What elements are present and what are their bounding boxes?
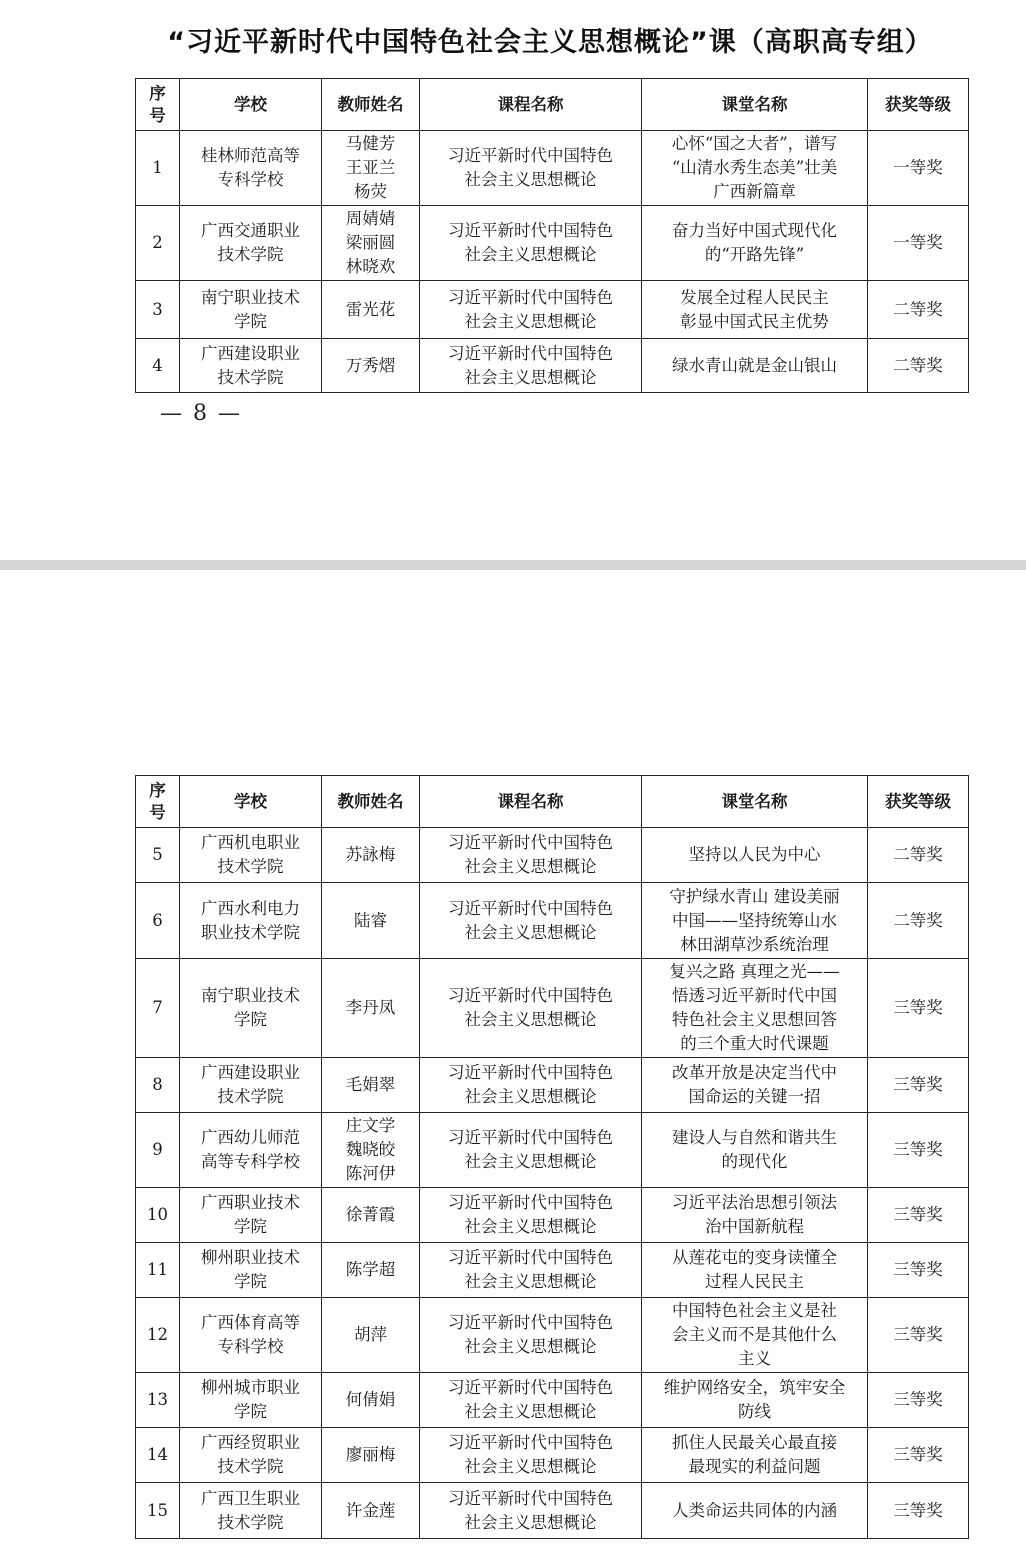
table-row [136,1483,969,1539]
cell-lesson: 奋力当好中国式现代化 的“开路先锋” [642,206,868,281]
table-row [136,131,969,206]
cell-course: 习近平新时代中国特色 社会主义思想概论 [420,1373,642,1428]
header-course: 课程名称 [420,776,642,828]
cell-school: 广西建设职业 技术学院 [180,339,322,393]
cell-lesson: 发展全过程人民民主 彰显中国式民主优势 [642,281,868,339]
cell-teacher: 马健芳 王亚兰 杨荧 [322,131,420,206]
cell-school: 广西经贸职业 技术学院 [180,1428,322,1483]
cell-school: 广西职业技术 学院 [180,1188,322,1243]
cell-seq: 3 [136,281,180,339]
cell-seq: 9 [136,1113,180,1188]
table-row [136,339,969,393]
cell-seq: 5 [136,828,180,883]
table-row [136,1243,969,1298]
cell-seq: 13 [136,1373,180,1428]
cell-course: 习近平新时代中国特色 社会主义思想概论 [420,131,642,206]
table-header-row [136,79,969,131]
cell-course: 习近平新时代中国特色 社会主义思想概论 [420,339,642,393]
cell-seq: 14 [136,1428,180,1483]
cell-seq: 12 [136,1298,180,1373]
cell-course: 习近平新时代中国特色 社会主义思想概论 [420,1188,642,1243]
cell-teacher: 许金莲 [322,1483,420,1539]
cell-seq: 11 [136,1243,180,1298]
cell-course: 习近平新时代中国特色 社会主义思想概论 [420,206,642,281]
cell-award: 三等奖 [868,1058,969,1113]
table-row [136,1298,969,1373]
cell-lesson: 改革开放是决定当代中 国命运的关键一招 [642,1058,868,1113]
cell-lesson: 抓住人民最关心最直接 最现实的利益问题 [642,1428,868,1483]
cell-teacher: 毛娟翠 [322,1058,420,1113]
header-seq: 序 号 [136,79,180,131]
cell-seq: 2 [136,206,180,281]
cell-course: 习近平新时代中国特色 社会主义思想概论 [420,1113,642,1188]
cell-course: 习近平新时代中国特色 社会主义思想概论 [420,281,642,339]
cell-school: 广西建设职业 技术学院 [180,1058,322,1113]
cell-course: 习近平新时代中国特色 社会主义思想概论 [420,959,642,1058]
table-row [136,1113,969,1188]
cell-award: 一等奖 [868,131,969,206]
table-row [136,1373,969,1428]
cell-teacher: 万秀熠 [322,339,420,393]
cell-teacher: 周婧婧 梁丽圆 林晓欢 [322,206,420,281]
header-teacher: 教师姓名 [322,79,420,131]
cell-school: 柳州职业技术 学院 [180,1243,322,1298]
page-number: — 8 — [160,401,242,426]
cell-school: 南宁职业技术 学院 [180,959,322,1058]
table-row [136,828,969,883]
header-award: 获奖等级 [868,79,969,131]
cell-teacher: 雷光花 [322,281,420,339]
cell-award: 二等奖 [868,828,969,883]
award-table-page-8 [135,78,969,393]
cell-school: 广西体育高等 专科学校 [180,1298,322,1373]
cell-seq: 10 [136,1188,180,1243]
cell-course: 习近平新时代中国特色 社会主义思想概论 [420,828,642,883]
cell-lesson: 绿水青山就是金山银山 [642,339,868,393]
cell-lesson: 人类命运共同体的内涵 [642,1483,868,1539]
table-row [136,1428,969,1483]
cell-school: 南宁职业技术 学院 [180,281,322,339]
table-row [136,281,969,339]
cell-teacher: 徐菁霞 [322,1188,420,1243]
cell-award: 三等奖 [868,959,969,1058]
cell-school: 柳州城市职业 学院 [180,1373,322,1428]
header-lesson: 课堂名称 [642,776,868,828]
cell-school: 广西卫生职业 技术学院 [180,1483,322,1539]
cell-lesson: 坚持以人民为中心 [642,828,868,883]
cell-teacher: 庄文学 魏晓皎 陈河伊 [322,1113,420,1188]
header-seq: 序 号 [136,776,180,828]
cell-award: 三等奖 [868,1298,969,1373]
header-school: 学校 [180,79,322,131]
cell-award: 二等奖 [868,339,969,393]
cell-lesson: 建设人与自然和谐共生 的现代化 [642,1113,868,1188]
cell-seq: 15 [136,1483,180,1539]
header-lesson: 课堂名称 [642,79,868,131]
cell-teacher: 何倩娟 [322,1373,420,1428]
cell-teacher: 李丹凤 [322,959,420,1058]
cell-seq: 7 [136,959,180,1058]
cell-school: 广西机电职业 技术学院 [180,828,322,883]
table-row [136,1058,969,1113]
cell-school: 桂林师范高等 专科学校 [180,131,322,206]
cell-award: 三等奖 [868,1373,969,1428]
cell-seq: 1 [136,131,180,206]
cell-award: 一等奖 [868,206,969,281]
cell-teacher: 陆睿 [322,883,420,959]
cell-seq: 8 [136,1058,180,1113]
cell-lesson: 从莲花屯的变身读懂全 过程人民民主 [642,1243,868,1298]
cell-lesson: 复兴之路 真理之光—— 悟透习近平新时代中国 特色社会主义思想回答 的三个重大时代课题 [642,959,868,1058]
cell-course: 习近平新时代中国特色 社会主义思想概论 [420,1058,642,1113]
cell-lesson: 习近平法治思想引领法 治中国新航程 [642,1188,868,1243]
table-row [136,1188,969,1243]
table-row [136,883,969,959]
table-row [136,206,969,281]
cell-teacher: 胡萍 [322,1298,420,1373]
header-course: 课程名称 [420,79,642,131]
cell-school: 广西水利电力 职业技术学院 [180,883,322,959]
cell-seq: 4 [136,339,180,393]
cell-award: 三等奖 [868,1428,969,1483]
cell-award: 三等奖 [868,1113,969,1188]
header-award: 获奖等级 [868,776,969,828]
cell-lesson: 维护网络安全，筑牢安全 防线 [642,1373,868,1428]
cell-teacher: 陈学超 [322,1243,420,1298]
cell-school: 广西交通职业 技术学院 [180,206,322,281]
cell-lesson: 中国特色社会主义是社 会主义而不是其他什么 主义 [642,1298,868,1373]
cell-seq: 6 [136,883,180,959]
page-divider [0,560,1026,570]
cell-course: 习近平新时代中国特色 社会主义思想概论 [420,1298,642,1373]
cell-award: 三等奖 [868,1243,969,1298]
cell-award: 三等奖 [868,1188,969,1243]
cell-award: 三等奖 [868,1483,969,1539]
cell-course: 习近平新时代中国特色 社会主义思想概论 [420,1243,642,1298]
table-row [136,959,969,1058]
cell-award: 二等奖 [868,883,969,959]
cell-school: 广西幼儿师范 高等专科学校 [180,1113,322,1188]
cell-course: 习近平新时代中国特色 社会主义思想概论 [420,1428,642,1483]
cell-course: 习近平新时代中国特色 社会主义思想概论 [420,883,642,959]
cell-teacher: 苏詠梅 [322,828,420,883]
cell-course: 习近平新时代中国特色 社会主义思想概论 [420,1483,642,1539]
header-teacher: 教师姓名 [322,776,420,828]
cell-teacher: 廖丽梅 [322,1428,420,1483]
award-table-page-9 [135,775,969,1539]
cell-award: 二等奖 [868,281,969,339]
header-school: 学校 [180,776,322,828]
document-title: “习近平新时代中国特色社会主义思想概论”课（高职高专组） [167,27,933,58]
cell-lesson: 心怀“国之大者”，谱写 “山清水秀生态美”壮美 广西新篇章 [642,131,868,206]
cell-lesson: 守护绿水青山 建设美丽 中国——坚持统筹山水 林田湖草沙系统治理 [642,883,868,959]
table-header-row [136,776,969,828]
